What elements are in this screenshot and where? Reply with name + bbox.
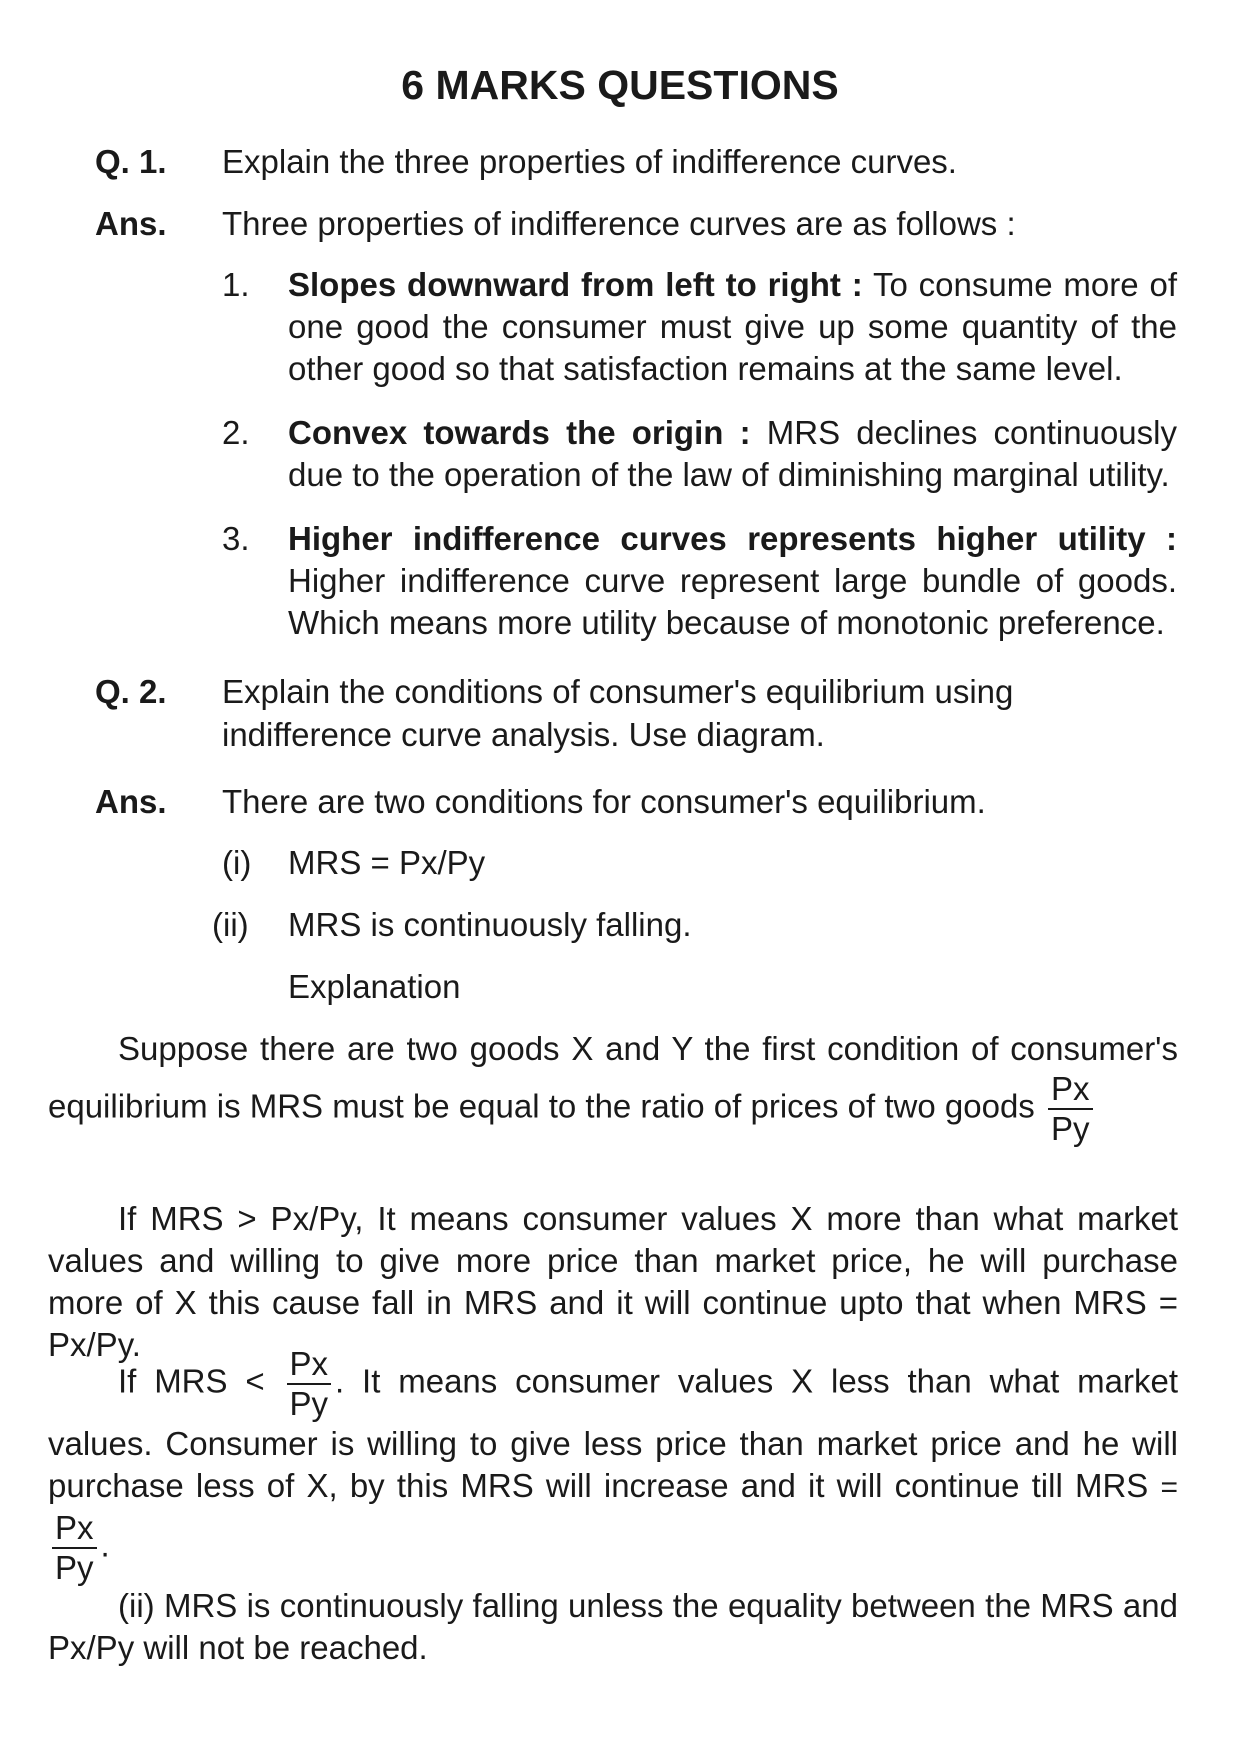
page-title: 6 MARKS QUESTIONS [401,62,839,108]
property-text: MRS declines continuously due to the operation of the law of diminishing marginal utility. [288,414,1177,493]
equals-sign: = [1160,1470,1178,1504]
fraction-numerator: Px [1048,1070,1093,1110]
paragraph-2 [48,1198,1178,1366]
property-number: 3. [222,520,250,557]
paragraph-3 [48,1345,1178,1587]
answer-1-label: Ans. [95,205,167,242]
property-item [222,518,1177,644]
answer-2 [95,780,1175,823]
condition-text: MRS is continuously falling. [288,906,692,943]
paragraph-1-text: Suppose there are two goods X and Y the first condition of consumer's equilibrium is MRS must be equal to the ratio of prices of two goods [48,1030,1178,1125]
px-py-fraction [287,1345,332,1423]
fraction-numerator: Px [287,1345,332,1385]
condition-item [222,842,1177,884]
question-2-label: Q. 2. [95,673,167,710]
question-2 [95,670,1175,756]
px-py-fraction [1048,1070,1093,1148]
paragraph-3-text-b: . It means consumer values X less than what market values. Consumer is willing to give less price than market price and he will purchase less of X, by this MRS will increase and it will continue till MRS [48,1362,1179,1504]
fraction-denominator: Py [55,1548,94,1586]
condition-text: MRS = Px/Py [288,844,486,881]
property-heading: Slopes downward from left to right : [288,266,863,303]
property-heading: Convex towards the origin : [288,414,751,451]
paragraph-3-text-a: If MRS < [118,1362,265,1400]
paragraph-2-text: If MRS > Px/Py, It means consumer values X more than what market values and willing to give more price than market price, he will purchase more of X this cause fall in MRS and it will continue upto that when MRS = Px/Py. [48,1200,1178,1363]
question-1 [95,140,1175,183]
paragraph-4-text: (ii) MRS is continuously falling unless the equality between the MRS and Px/Py will not be reached. [48,1587,1178,1666]
paragraph-1 [48,1028,1178,1148]
answer-1-intro: Three properties of indifference curves are as follows : [222,205,1016,242]
paragraph-3-end: . [100,1526,110,1564]
answer-2-label: Ans. [95,783,167,820]
explanation-heading-row [222,966,1177,1008]
explanation-heading: Explanation [288,968,461,1005]
property-number: 2. [222,414,250,451]
fraction-denominator: Py [289,1384,329,1422]
question-1-label: Q. 1. [95,143,167,180]
condition-number: (ii) [212,906,249,943]
answer-2-intro: There are two conditions for consumer's equilibrium. [222,783,986,820]
property-item [222,264,1177,390]
property-heading: Higher indifference curves represents higher utility : [288,520,1177,557]
condition-number: (i) [222,844,252,881]
fraction-denominator: Py [1050,1109,1090,1147]
property-text: To consume more of one good the consumer must give up some quantity of the other good so that satisfaction remains at the same level. [288,266,1177,387]
property-number: 1. [222,266,250,303]
fraction-numerator: Px [52,1509,97,1549]
property-text: Higher indifference curve represent large bundle of goods. Which means more utility because of monotonic preference. [288,562,1177,641]
property-item [222,412,1177,496]
paragraph-4 [48,1585,1178,1669]
question-1-text: Explain the three properties of indifference curves. [222,143,957,180]
condition-item [212,904,1167,946]
answer-1 [95,202,1175,245]
question-2-text: Explain the conditions of consumer's equilibrium using indifference curve analysis. Use diagram. [222,673,1014,753]
px-py-fraction [52,1509,97,1587]
